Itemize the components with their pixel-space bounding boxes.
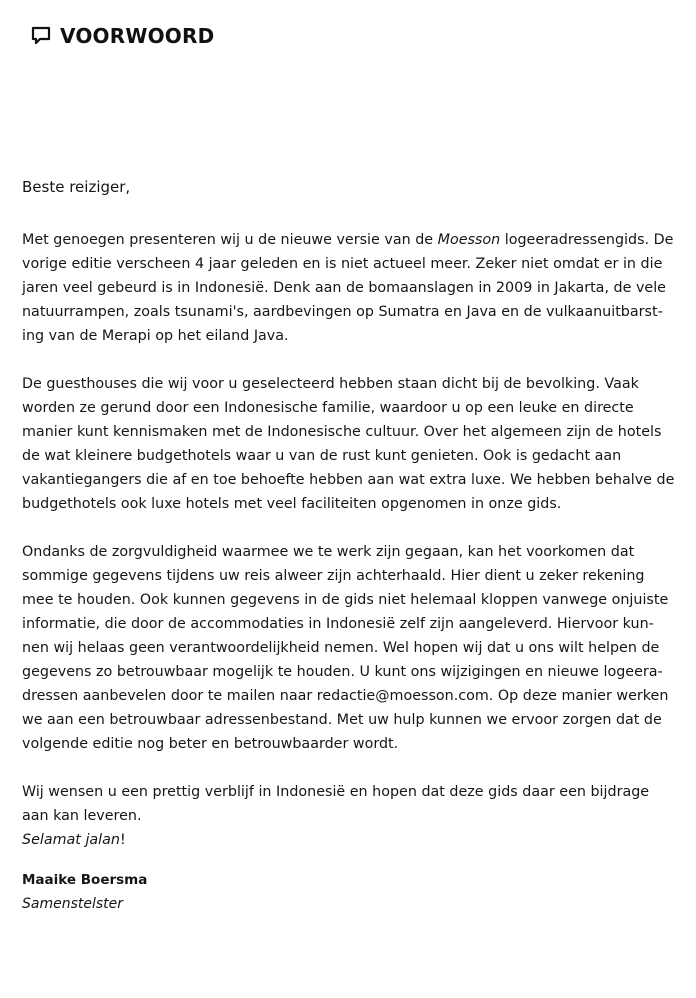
paragraph-line: vakantiegangers die af en toe behoefte hebben aan wat extra luxe. We hebben behalve de xyxy=(22,472,675,488)
paragraph-line: informatie, die door de accommodaties in Indonesië zelf zijn aangeleverd. Hiervoor kun- xyxy=(22,616,654,632)
line-text: Met genoegen presenteren wij u de nieuwe versie van de xyxy=(22,232,438,248)
paragraph-disclaimer xyxy=(22,540,682,756)
paragraph-guesthouses xyxy=(22,372,682,516)
page-header xyxy=(30,22,214,50)
paragraph-line: jaren veel gebeurd is in Indonesië. Denk aan de bomaanslagen in 2009 in Jakarta, de vele xyxy=(22,280,666,296)
paragraph-line: we aan een betrouwbaar adressenbestand. Met uw hulp kunnen we ervoor zorgen dat de xyxy=(22,712,662,728)
farewell-mark: ! xyxy=(119,832,126,848)
farewell xyxy=(22,828,682,852)
signature-block xyxy=(22,868,682,916)
paragraph-line: ing van de Merapi op het eiland Java. xyxy=(22,328,289,344)
paragraph-line: Ondanks de zorgvuldigheid waarmee we te werk zijn gegaan, kan het voorkomen dat xyxy=(22,544,635,560)
line-text: logeeradressengids. De xyxy=(500,232,674,248)
paragraph-line: aan kan leveren. xyxy=(22,808,142,824)
paragraph-line: dressen aanbevelen door te mailen naar redactie@moesson.com. Op deze manier werken xyxy=(22,688,669,704)
paragraph-line: nen wij helaas geen verantwoordelijkheid nemen. Wel hopen wij dat u ons wilt helpen de xyxy=(22,640,660,656)
paragraph-line: mee te houden. Ook kunnen gegevens in de gids niet helemaal kloppen vanwege onjuiste xyxy=(22,592,669,608)
page-title: VOORWOORD xyxy=(60,24,215,48)
speech-bubble-icon xyxy=(30,25,52,47)
paragraph-line: manier kunt kennismaken met de Indonesische cultuur. Over het algemeen zijn de hotels xyxy=(22,424,662,440)
brand-name: Moesson xyxy=(437,232,501,248)
farewell-italic: Selamat jalan xyxy=(22,832,120,848)
paragraph-line: De guesthouses die wij voor u geselecteerd hebben staan dicht bij de bevolking. Vaak xyxy=(22,376,639,392)
paragraph-line: natuurrampen, zoals tsunami's, aardbevingen op Sumatra en Java en de vulkaanuitbarst- xyxy=(22,304,663,320)
signature-role: Samenstelster xyxy=(22,896,124,912)
paragraph-line: Wij wensen u een prettig verblijf in Indonesië en hopen dat deze gids daar een bijdrage xyxy=(22,784,650,800)
paragraph-closing xyxy=(22,780,682,852)
paragraph-line: vorige editie verscheen 4 jaar geleden en is niet actueel meer. Zeker niet omdat er in die xyxy=(22,256,663,272)
paragraph-line: sommige gegevens tijdens uw reis alweer zijn achterhaald. Hier dient u zeker rekening xyxy=(22,568,645,584)
paragraph-line: worden ze gerund door een Indonesische familie, waardoor u op een leuke en directe xyxy=(22,400,634,416)
paragraph-intro xyxy=(22,228,682,348)
greeting: Beste reiziger, xyxy=(22,178,131,196)
paragraph-line xyxy=(22,228,682,252)
signature-name: Maaike Boersma xyxy=(22,872,148,888)
paragraph-line: gegevens zo betrouwbaar mogelijk te houden. U kunt ons wijzigingen en nieuwe logeera- xyxy=(22,664,663,680)
letter-body xyxy=(22,175,682,916)
paragraph-line: volgende editie nog beter en betrouwbaarder wordt. xyxy=(22,736,399,752)
paragraph-line: de wat kleinere budgethotels waar u van de rust kunt genieten. Ook is gedacht aan xyxy=(22,448,622,464)
paragraph-line: budgethotels ook luxe hotels met veel faciliteiten opgenomen in onze gids. xyxy=(22,496,562,512)
